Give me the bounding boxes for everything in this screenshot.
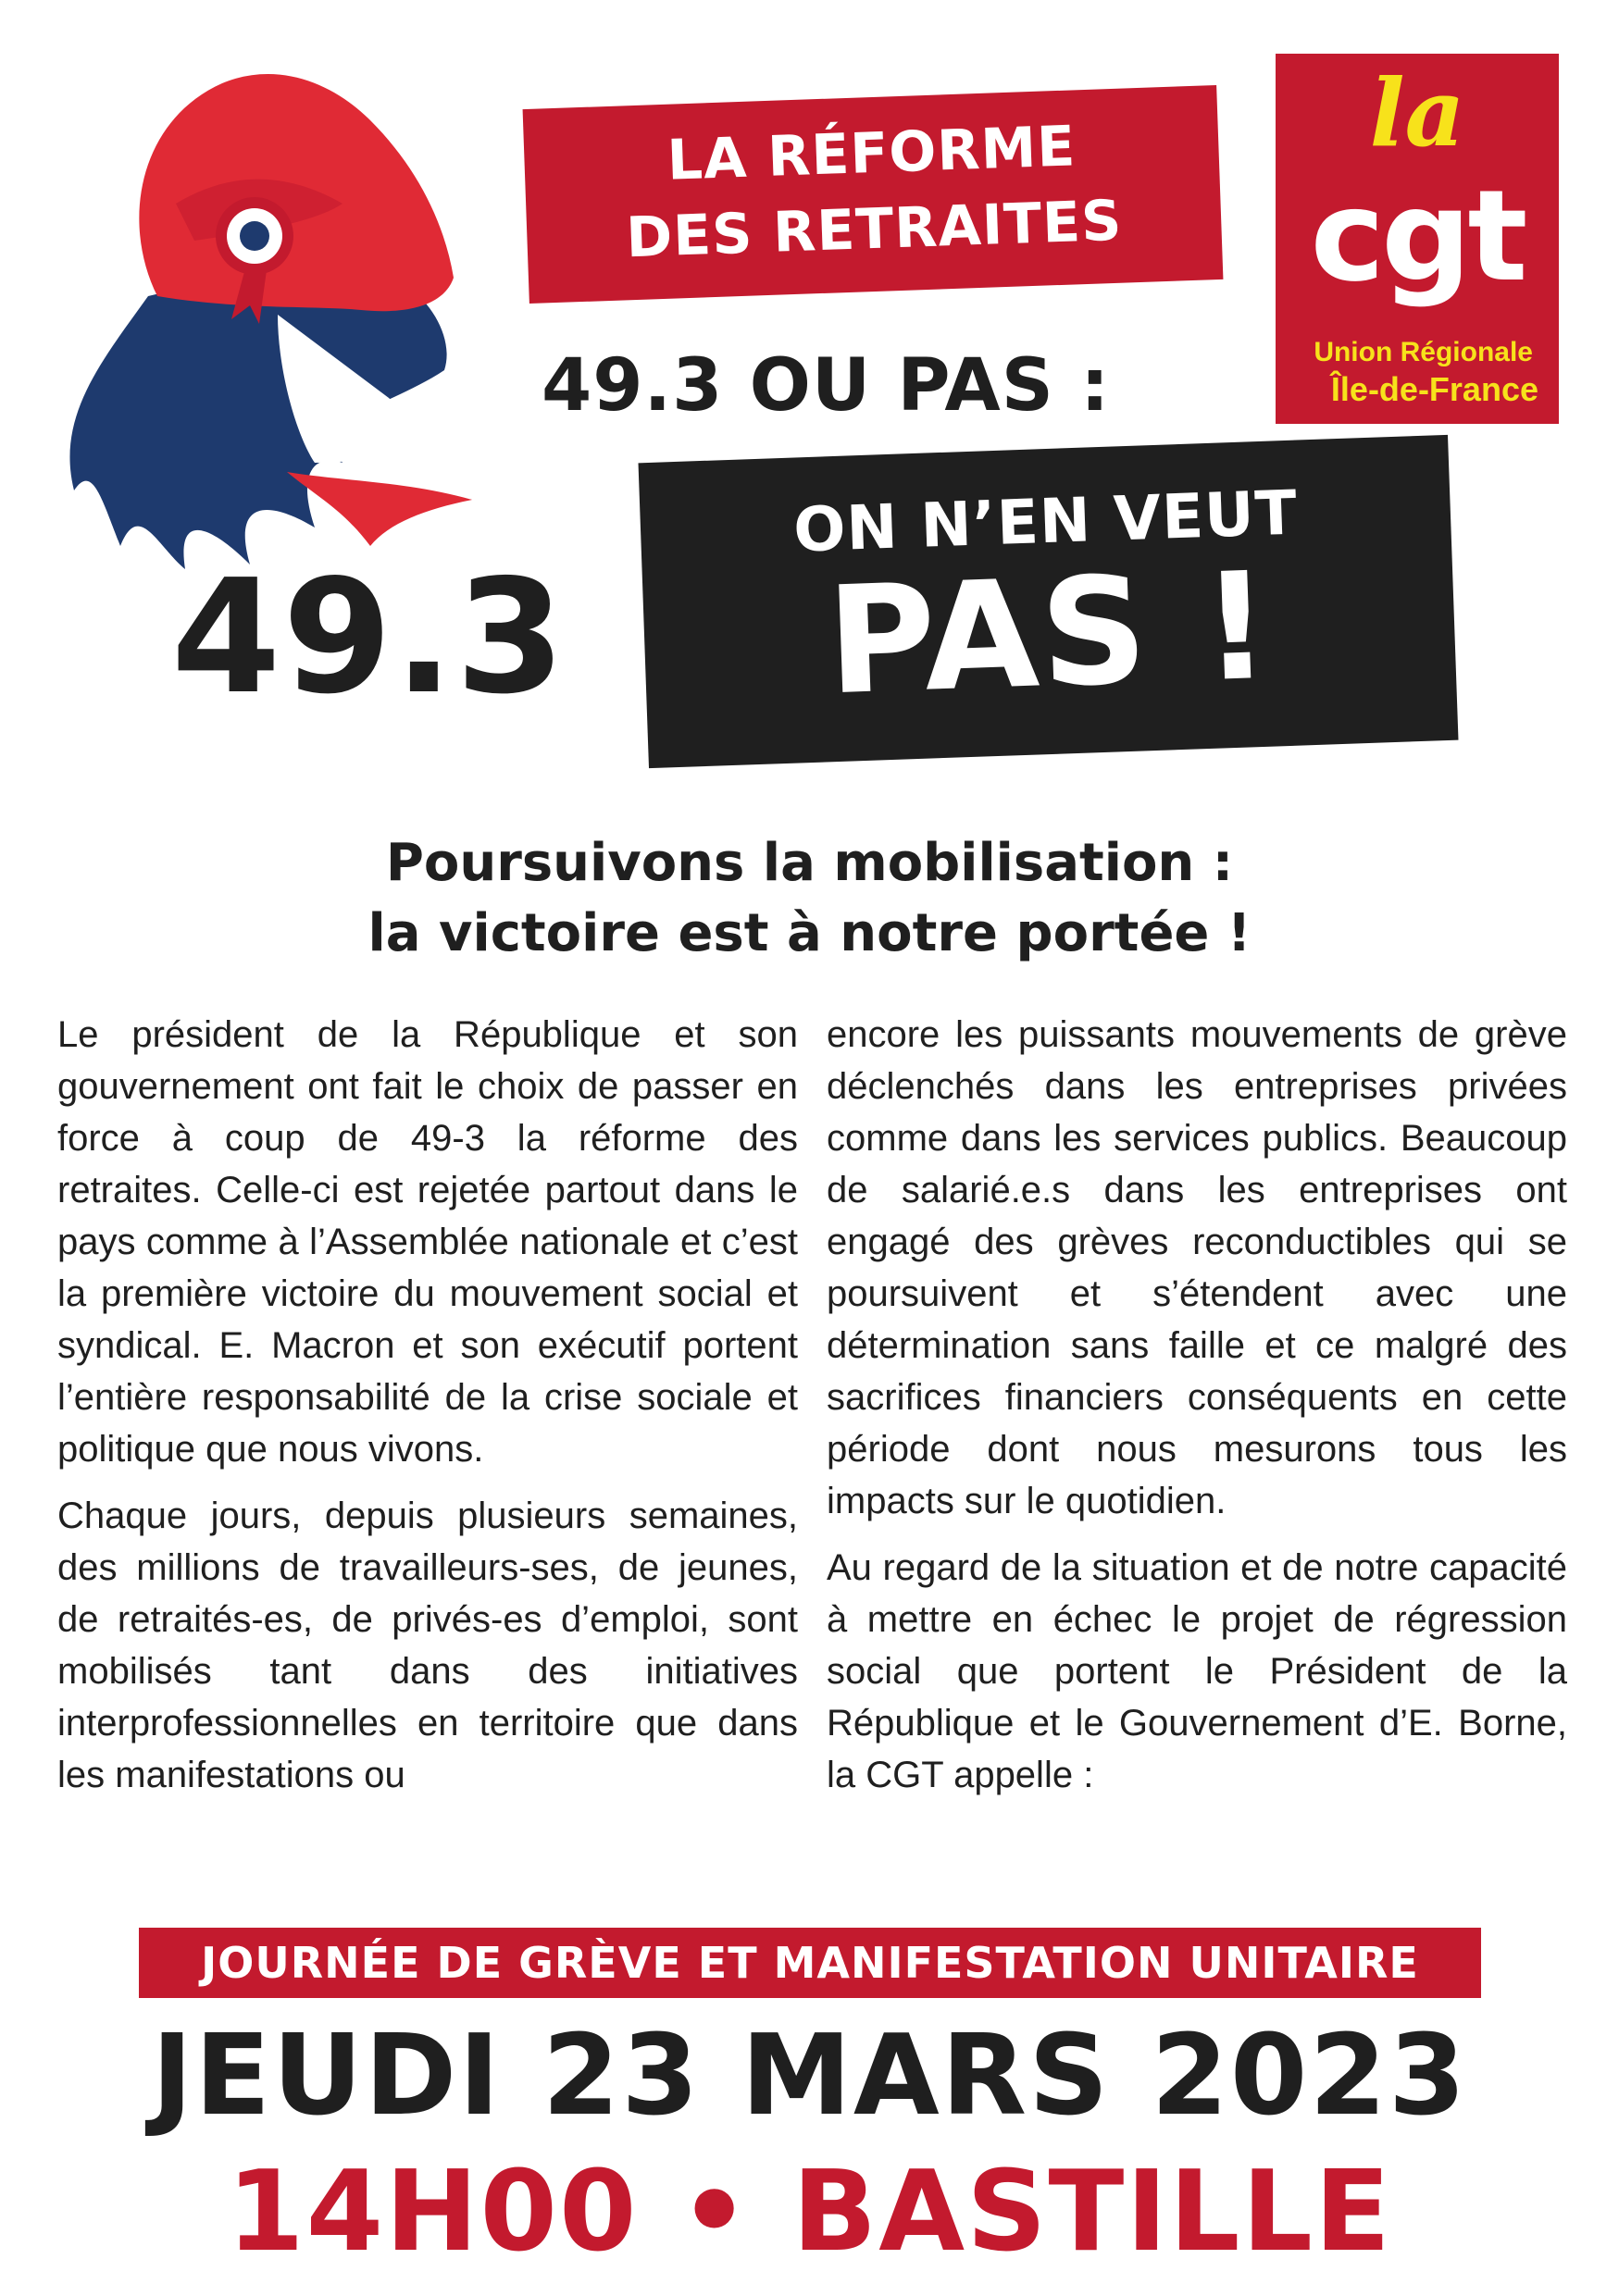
strike-day-banner: JOURNÉE DE GRÈVE ET MANIFESTATION UNITAIRE [139,1928,1481,1998]
reform-title-banner [523,85,1224,304]
event-time-place: 14H00 • BASTILLE [227,2148,1392,2277]
answer-line2: PAS ! [824,539,1275,728]
body-paragraph: Chaque jours, depuis plusieurs semaines, des millions de travailleurs-ses, de jeunes, de retraités-es, de privés-es d’emploi, sont mobilisés tant dans des initiatives interprofessionnelles en territoire que dans les manifestations ou [57,1496,798,1795]
reform-title-line1: LA RÉFORME [666,114,1077,193]
big-number-493: 49.3 [171,546,567,729]
marianne-scarf [287,472,472,546]
answer-line1: ON N’EN VEUT [791,477,1300,566]
cgt-logo [1276,54,1559,424]
subtitle [0,828,1619,969]
body-column-left [57,1009,798,1816]
logo-la: la [1369,58,1465,168]
logo-ile-de-france: Île-de-France [1330,370,1538,408]
event-date: JEUDI 23 MARS 2023 [151,2012,1468,2141]
body-column-right [827,1009,1567,1816]
cockade-inner [240,221,269,251]
subtitle-line1: Poursuivons la mobilisation : [385,833,1234,893]
question-heading: 49.3 OU PAS : [542,344,1111,428]
subtitle-line2: la victoire est à notre portée ! [367,903,1252,963]
logo-union-regionale: Union Régionale [1314,337,1533,367]
answer-banner [639,435,1459,768]
body-paragraph: Le président de la République et son gouvernement ont fait le choix de passer en force à coup de 49-3 la réforme des retraites. Celle-ci est rejetée partout dans le pays comme à l’Assemblée nationale et c’est la première victoire du mouvement social et syndical. E. Macron et son exécutif portent l’entière responsabilité de la crise sociale et politique que nous vivons. [57,1014,798,1470]
marianne-illustration [37,65,555,583]
body-paragraph: encore les puissants mouvements de grève déclenchés dans les entreprises privées comme dans les services publics. Beaucoup de salarié.e.s dans les entreprises ont engagé des grèves reconductibles qui se poursuivent et s’étendent avec une détermination sans faille et ce malgré des sacrifices financiers conséquents en cette période dont nous mesurons tous les impacts sur le quotidien. [827,1014,1567,1521]
logo-cgt: cgt [1310,164,1525,310]
body-paragraph: Au regard de la situation et de notre capacité à mettre en échec le projet de régression social que portent le Président de la République et le Gouvernement d’E. Borne, la CGT appelle : [827,1547,1567,1795]
reform-title-line2: DES RETRAITES [625,188,1124,271]
